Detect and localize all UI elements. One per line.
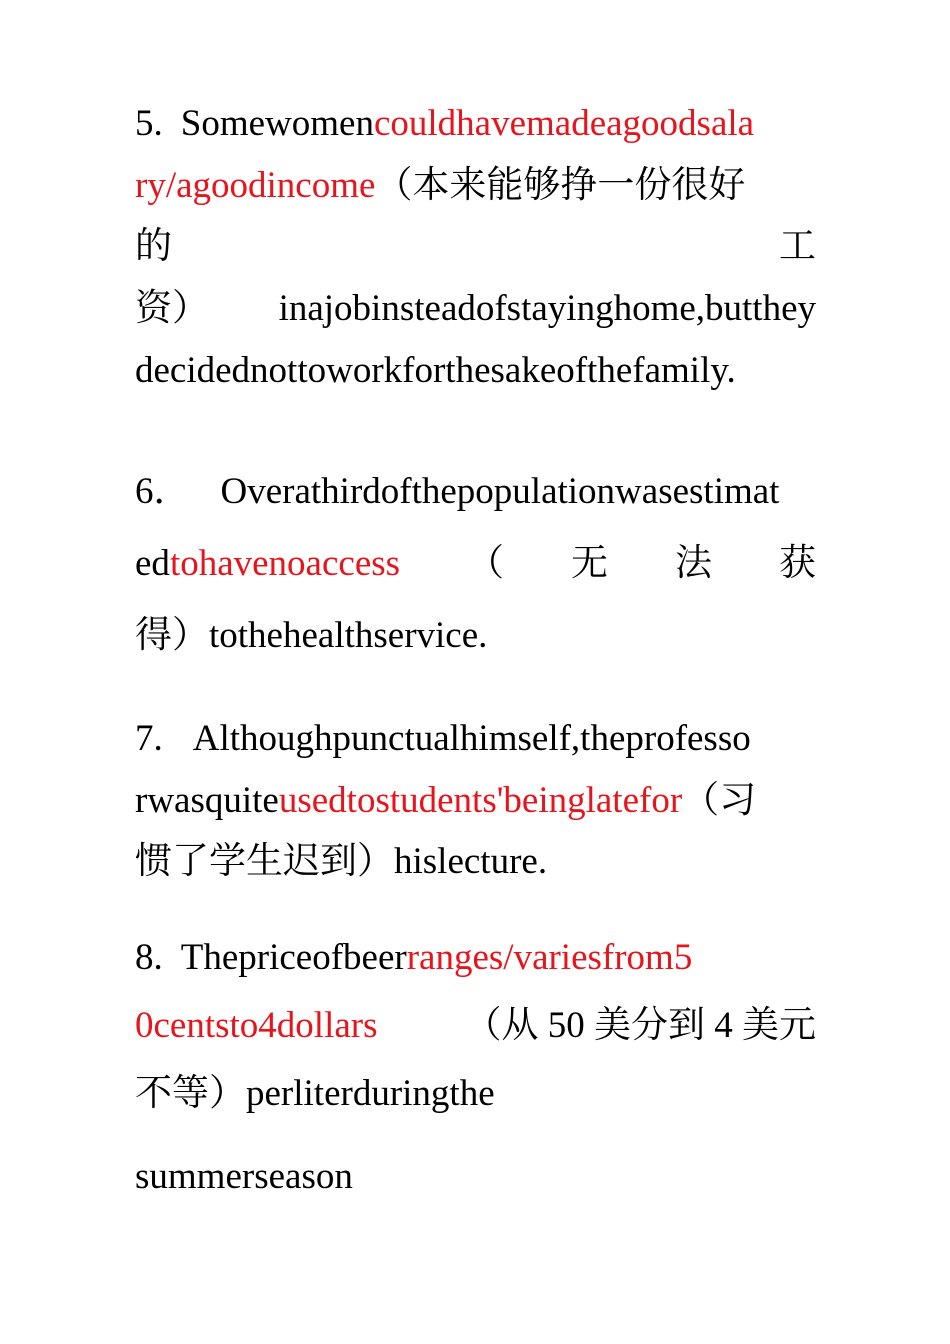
item-8-line-1 (135, 935, 816, 981)
translation-text: 资） (135, 288, 209, 329)
item-7-line-1 (135, 716, 816, 762)
item-8-line-4 (135, 1154, 816, 1200)
answer-text: ry/agoodincome (135, 165, 376, 206)
translation-text: 获 (779, 543, 816, 584)
item-number: 8. (135, 937, 163, 978)
item-5-line-1 (135, 101, 816, 147)
sentence-text: rwasquite (135, 780, 279, 821)
answer-text: 0centsto4dollars (135, 1005, 378, 1046)
sentence-text: Overathirdofthepopulationwasestimat (220, 471, 780, 512)
answer-text: usedtostudents'beinglatefor (278, 780, 683, 821)
sentence-text: summerseason (135, 1156, 353, 1197)
item-5-line-2 (135, 163, 816, 209)
translation-text: 法 (675, 543, 713, 584)
item-7-line-2 (135, 778, 816, 824)
sentence-text: ed (135, 543, 170, 584)
sentence-text: 惯了学生迟到）hislecture. (135, 841, 548, 882)
item-8-line-2 (135, 1003, 816, 1049)
translation-text: 工 (779, 226, 816, 267)
item-5-line-3 (135, 224, 816, 270)
sentence-text: 不等）perliterduringthe (135, 1073, 495, 1114)
translation-text: （ (467, 543, 505, 584)
item-5-line-5 (135, 348, 816, 394)
translation-text: （本来能够挣一份很好 (375, 165, 746, 206)
translation-text: （从 50 美分到 4 美元 (464, 1005, 816, 1046)
item-number: 7. (135, 718, 163, 759)
answer-text: tohavenoaccess (169, 543, 401, 584)
item-8-line-3 (135, 1071, 816, 1117)
sentence-text: inajobinsteadofstayinghome,butthey (278, 288, 816, 329)
sentence-text: Althoughpunctualhimself,theprofesso (192, 718, 751, 759)
translation-text: 的 (135, 226, 172, 267)
sentence-text: Thepriceofbeer (180, 937, 407, 978)
item-6-line-3 (135, 613, 816, 659)
sentence-text: Somewomen (180, 103, 374, 144)
item-6-line-2 (135, 541, 816, 587)
item-7-line-3 (135, 839, 816, 885)
item-number: 5. (135, 103, 163, 144)
sentence-text: 得）tothehealthservice. (135, 615, 488, 656)
sentence-text: decidednottoworkforthesakeofthefamily. (135, 350, 736, 391)
item-number: 6． (135, 471, 191, 512)
item-5-line-4 (135, 286, 816, 332)
answer-text: ranges/variesfrom5 (406, 937, 693, 978)
translation-text: （习 (682, 780, 757, 821)
answer-text: couldhavemadeagoodsala (373, 103, 755, 144)
item-6-line-1 (135, 469, 816, 515)
translation-text: 无 (571, 543, 609, 584)
